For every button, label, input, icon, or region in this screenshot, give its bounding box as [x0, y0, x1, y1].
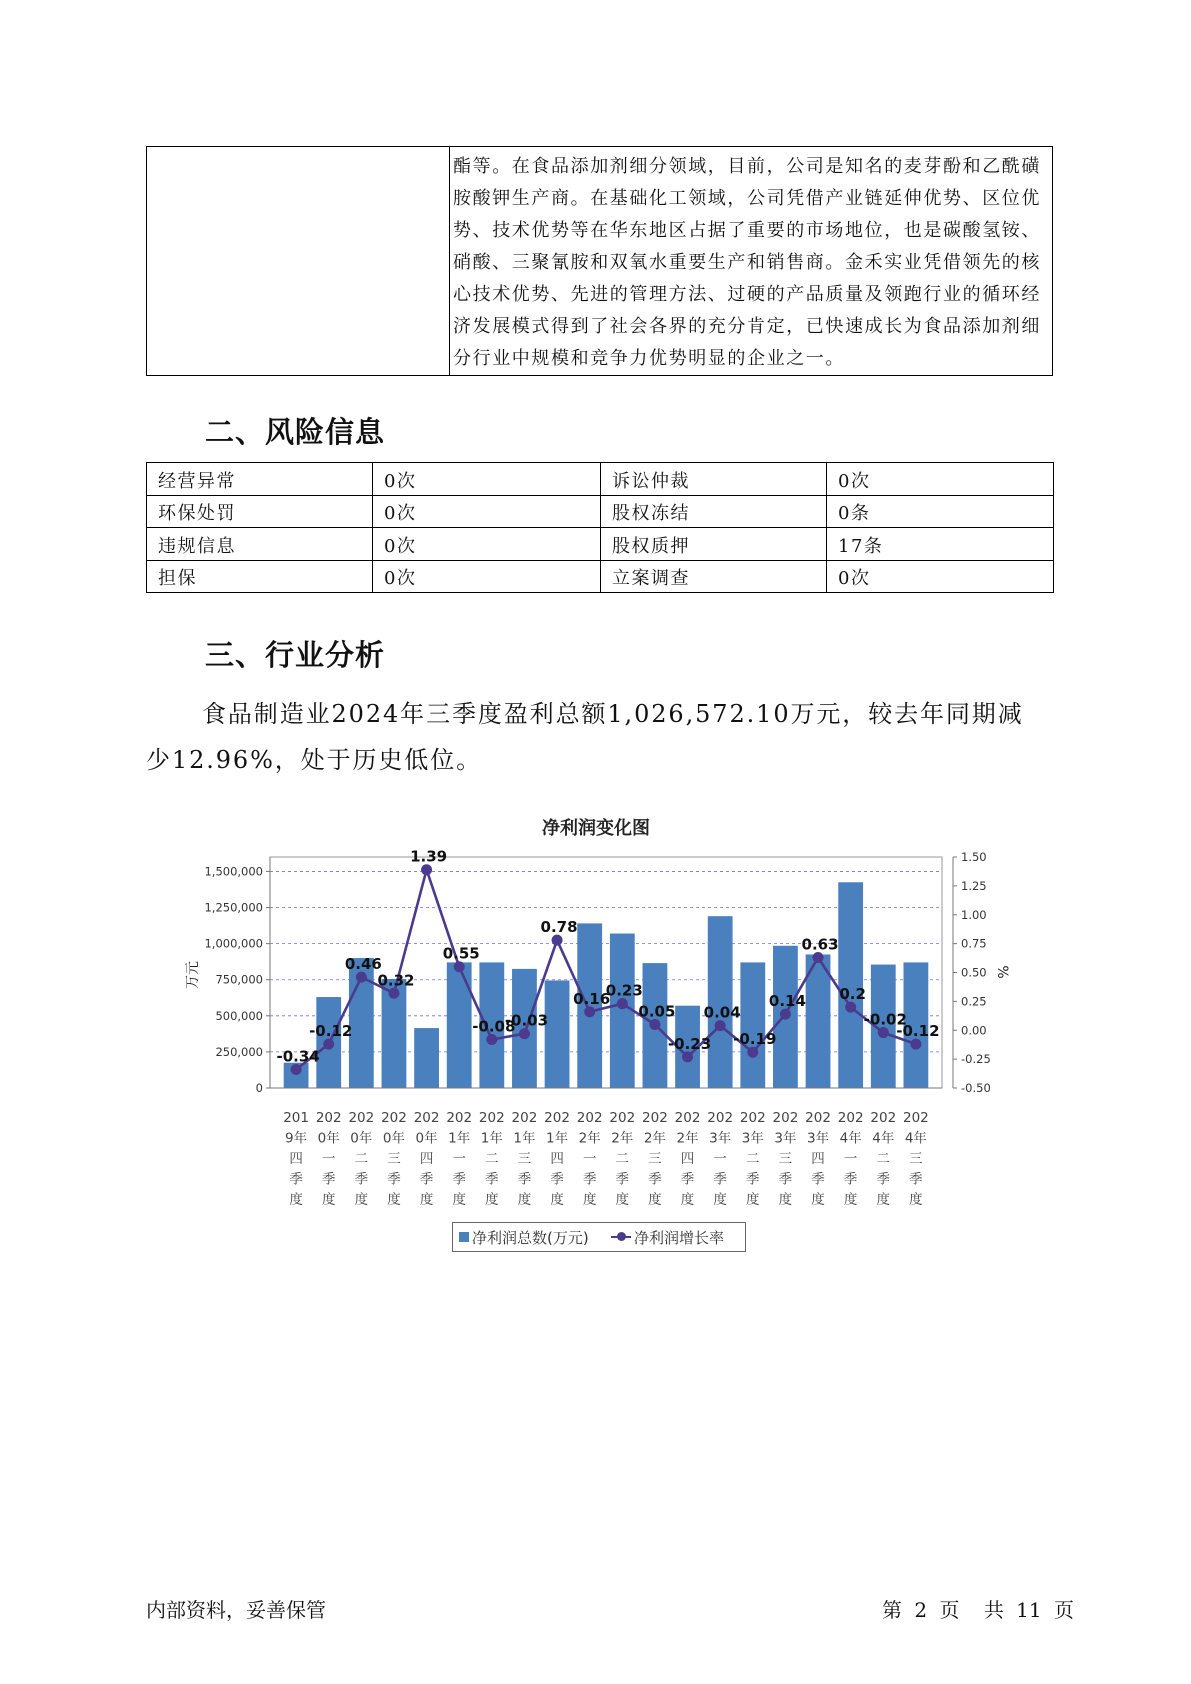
category-label-part: 二 — [485, 1151, 499, 1167]
category-label-part: 3年 — [774, 1130, 797, 1147]
category-label-part: 1年 — [480, 1130, 503, 1147]
category-label-part: 202 — [544, 1110, 570, 1126]
right-axis-ticks — [953, 850, 991, 1095]
category-label-part: 一 — [713, 1151, 727, 1167]
category-label — [348, 1110, 374, 1208]
category-label-part: 二 — [615, 1151, 630, 1167]
intro-line: 心技术优势、先进的管理方法、过硬的产品质量及领跑行业的循环经 — [453, 284, 1041, 305]
right-tick-label: 1.50 — [961, 850, 987, 864]
data-label: -0.02 — [863, 1010, 907, 1029]
risk-value: 0条 — [827, 495, 1054, 528]
category-label-part: 2年 — [643, 1130, 666, 1147]
category-label-part: 度 — [354, 1192, 369, 1208]
intro-line: 酯等。在食品添加剂细分领域，目前，公司是知名的麦芽酚和乙酰磺 — [453, 156, 1041, 177]
right-tick-label: 0.75 — [961, 936, 987, 951]
data-label: 0.04 — [703, 1003, 741, 1022]
data-label: -0.23 — [667, 1034, 712, 1053]
bar — [414, 1028, 439, 1088]
left-tick-label: 0 — [255, 1081, 263, 1095]
category-label-part: 季 — [485, 1171, 499, 1188]
category-label-part: 一 — [321, 1151, 336, 1167]
category-label-part: 三 — [648, 1151, 662, 1167]
category-label — [903, 1110, 929, 1208]
bar-legend-swatch — [459, 1232, 469, 1242]
category-label-part: 季 — [354, 1171, 369, 1188]
category-label-part: 0年 — [350, 1130, 373, 1147]
intro-line: 分行业中规模和竞争力优势明显的企业之一。 — [453, 348, 845, 369]
category-label-part: 2年 — [611, 1130, 634, 1147]
category-label — [740, 1110, 766, 1208]
line-point — [845, 1002, 856, 1013]
right-tick-label: 0.50 — [961, 965, 987, 980]
left-tick-label: 1,500,000 — [204, 864, 263, 879]
category-label-part: 季 — [876, 1171, 891, 1188]
category-label-part: 一 — [452, 1151, 466, 1167]
intro-line: 势、技术优势等在华东地区占据了重要的市场地位，也是碳酸氢铵、 — [453, 220, 1041, 241]
category-label-part: 度 — [843, 1192, 858, 1208]
data-label: 0.16 — [573, 989, 611, 1008]
data-label: -0.03 — [504, 1011, 549, 1030]
category-label-part: 季 — [582, 1171, 597, 1188]
category-label-part: 季 — [713, 1171, 727, 1188]
category-label-part: 四 — [680, 1151, 695, 1167]
category-label-part: 202 — [674, 1110, 701, 1126]
category-label-part: 202 — [609, 1110, 636, 1126]
line-point — [649, 1019, 660, 1030]
category-label — [838, 1110, 864, 1208]
category-label — [446, 1110, 472, 1208]
risk-value: 0次 — [827, 463, 1054, 496]
category-label — [544, 1110, 570, 1208]
category-label-part: 1年 — [546, 1130, 569, 1147]
line-point — [552, 935, 563, 946]
category-label — [512, 1110, 538, 1208]
category-label-part: 4年 — [872, 1130, 895, 1147]
category-label-part: 0年 — [317, 1130, 340, 1147]
data-label: 0.78 — [540, 918, 578, 937]
left-axis-ticks — [204, 864, 270, 1095]
bar — [545, 980, 570, 1088]
category-label-part: 度 — [680, 1192, 695, 1208]
category-label-part: 度 — [517, 1192, 532, 1208]
category-label — [381, 1110, 407, 1208]
category-label-part: 202 — [576, 1110, 603, 1126]
bar — [708, 916, 733, 1088]
risk-value: 0次 — [373, 463, 601, 496]
data-label: 0.63 — [801, 935, 839, 954]
line-point — [584, 1006, 595, 1017]
category-label-part: 1年 — [513, 1130, 536, 1147]
category-label-part: 度 — [289, 1192, 303, 1208]
category-label-part: 度 — [876, 1192, 891, 1208]
category-label — [414, 1110, 440, 1208]
line-point — [486, 1034, 497, 1045]
category-label-part: 三 — [387, 1151, 401, 1167]
line-point — [356, 972, 367, 983]
left-tick-label: 1,000,000 — [204, 936, 263, 951]
category-label-part: 202 — [413, 1110, 440, 1126]
category-label-part: 4年 — [904, 1130, 927, 1147]
category-label — [283, 1110, 309, 1208]
line-point — [291, 1064, 302, 1075]
category-label-part: 季 — [550, 1171, 564, 1188]
risk-label: 经营异常 — [147, 463, 373, 496]
category-label-part: 一 — [843, 1151, 858, 1167]
bar — [447, 962, 472, 1088]
category-label-part: 度 — [648, 1192, 662, 1208]
intro-line: 硝酸、三聚氰胺和双氧水重要生产和销售商。金禾实业凭借领先的核 — [453, 252, 1041, 273]
industry-paragraph-line: 少12.96%，处于历史低位。 — [146, 746, 483, 774]
data-label: -0.12 — [896, 1022, 940, 1041]
intro-line: 济发展模式得到了社会各界的充分肯定，已快速成长为食品添加剂细 — [453, 316, 1041, 337]
total-label: 共 — [983, 1598, 1004, 1622]
category-label-part: 一 — [582, 1151, 597, 1167]
category-label-part: 季 — [321, 1171, 336, 1188]
category-label-part: 度 — [909, 1192, 923, 1208]
chart-title: 净利润变化图 — [542, 818, 650, 839]
right-tick-label: -0.25 — [961, 1052, 991, 1067]
category-label-part: 度 — [615, 1192, 630, 1208]
data-label: 0.2 — [839, 985, 866, 1004]
category-label-part: 202 — [315, 1110, 342, 1126]
category-label-part: 季 — [615, 1171, 630, 1188]
category-label-part: 202 — [511, 1110, 538, 1126]
category-label-part: 二 — [354, 1151, 369, 1167]
category-label-part: 202 — [446, 1110, 473, 1126]
category-label-part: 9年 — [285, 1130, 308, 1147]
category-label-part: 季 — [452, 1171, 466, 1188]
category-label — [577, 1110, 603, 1208]
category-label-part: 四 — [289, 1151, 303, 1167]
category-label-part: 季 — [517, 1171, 532, 1188]
right-tick-label: -0.50 — [961, 1081, 991, 1095]
category-label-part: 202 — [772, 1110, 799, 1126]
left-axis-label: 万元 — [185, 961, 201, 989]
category-label-part: 季 — [909, 1171, 923, 1188]
line-point — [813, 952, 824, 963]
risk-value: 0次 — [373, 560, 601, 593]
category-label — [707, 1110, 733, 1208]
category-label-part: 度 — [419, 1192, 434, 1208]
category-label-part: 四 — [419, 1151, 434, 1167]
category-label — [870, 1110, 896, 1208]
intro-line: 胺酸钾生产商。在基础化工领域，公司凭借产业链延伸优势、区位优 — [453, 188, 1041, 209]
risk-value: 0次 — [373, 528, 601, 561]
category-label-part: 三 — [909, 1151, 923, 1167]
category-label-part: 202 — [739, 1110, 766, 1126]
x-axis-categories — [283, 1110, 929, 1208]
left-tick-label: 1,250,000 — [204, 900, 263, 915]
category-label-part: 季 — [419, 1171, 434, 1188]
category-label — [609, 1110, 635, 1208]
category-label-part: 季 — [811, 1171, 825, 1188]
risk-value: 0次 — [373, 495, 601, 528]
category-label-part: 1年 — [448, 1130, 471, 1147]
risk-label: 股权冻结 — [601, 495, 827, 528]
risk-label: 违规信息 — [147, 528, 373, 561]
left-tick-label: 250,000 — [215, 1044, 263, 1059]
line-legend-marker — [617, 1232, 626, 1241]
category-label-part: 3年 — [709, 1130, 732, 1147]
category-label-part: 四 — [550, 1151, 564, 1167]
line-point — [878, 1027, 889, 1038]
risk-label: 立案调查 — [601, 560, 827, 593]
category-label-part: 3年 — [741, 1130, 764, 1147]
line-point — [421, 864, 432, 875]
line-point — [715, 1020, 726, 1031]
chart-legend — [452, 1222, 746, 1252]
right-tick-label: 1.25 — [961, 878, 987, 893]
legend-entry-bar: 净利润总数(万元) — [472, 1229, 589, 1247]
category-label-part: 度 — [811, 1192, 825, 1208]
category-label-part: 度 — [485, 1192, 499, 1208]
footer-confidential: 内部资料，妥善保管 — [146, 1598, 326, 1622]
category-label — [675, 1110, 701, 1208]
line-point — [747, 1047, 758, 1058]
page-label: 页 — [939, 1598, 960, 1622]
category-label-part: 3年 — [806, 1130, 830, 1147]
data-label: -0.34 — [276, 1047, 320, 1066]
risk-value: 0次 — [827, 560, 1054, 593]
right-tick-label: 0.00 — [961, 1023, 987, 1038]
category-label-part: 季 — [387, 1171, 401, 1188]
category-label-part: 202 — [478, 1110, 505, 1126]
category-label-part: 202 — [642, 1110, 668, 1126]
category-label-part: 4年 — [839, 1130, 862, 1147]
data-label: -0.08 — [472, 1017, 516, 1036]
total-pages: 11 — [1016, 1598, 1042, 1622]
data-label: -0.12 — [309, 1022, 353, 1041]
category-label-part: 四 — [811, 1151, 825, 1167]
right-tick-label: 0.25 — [961, 994, 987, 1009]
category-label-part: 季 — [648, 1171, 662, 1188]
category-label-part: 度 — [550, 1192, 564, 1208]
page-number: 2 — [914, 1598, 928, 1622]
line-point — [388, 988, 399, 999]
right-axis-label: % — [994, 965, 1010, 979]
category-label-part: 0年 — [415, 1130, 438, 1147]
category-label-part: 季 — [289, 1171, 303, 1188]
category-label — [642, 1110, 668, 1208]
category-label-part: 度 — [387, 1192, 401, 1208]
category-label — [479, 1110, 505, 1208]
category-label-part: 202 — [381, 1110, 407, 1126]
category-label-part: 度 — [746, 1192, 760, 1208]
category-label-part: 202 — [903, 1110, 929, 1126]
category-label-part: 0年 — [382, 1130, 406, 1147]
left-tick-label: 500,000 — [215, 1008, 263, 1023]
page-label: 第 — [882, 1598, 902, 1622]
category-label-part: 季 — [746, 1171, 760, 1188]
footer-pagination — [882, 1594, 1074, 1623]
category-label — [805, 1110, 831, 1208]
category-label — [316, 1110, 342, 1208]
category-label-part: 二 — [746, 1151, 760, 1167]
category-label-part: 2年 — [578, 1130, 601, 1147]
risk-label: 环保处罚 — [147, 495, 373, 528]
category-label-part: 2年 — [676, 1130, 699, 1147]
line-point — [323, 1039, 334, 1050]
category-label-part: 202 — [870, 1110, 897, 1126]
data-label: 0.23 — [605, 981, 643, 1000]
industry-section-heading: 三、行业分析 — [205, 638, 386, 672]
bar — [740, 962, 765, 1088]
category-label-part: 度 — [321, 1192, 336, 1208]
risk-value: 17条 — [827, 528, 1054, 561]
category-label-part: 三 — [517, 1151, 532, 1167]
industry-paragraph-line: 食品制造业2024年三季度盈利总额1,026,572.10万元，较去年同期减 — [202, 700, 1024, 728]
risk-section-heading: 二、风险信息 — [205, 415, 386, 449]
left-tick-label: 750,000 — [215, 972, 263, 987]
category-label-part: 202 — [348, 1110, 375, 1126]
data-label: 0.46 — [344, 955, 382, 974]
category-label-part: 季 — [843, 1171, 858, 1188]
line-point — [454, 961, 465, 972]
category-label-part: 度 — [582, 1192, 597, 1208]
category-label-part: 202 — [837, 1110, 864, 1126]
category-label-part: 度 — [713, 1192, 727, 1208]
line-point — [780, 1009, 791, 1020]
category-label-part: 季 — [680, 1171, 695, 1188]
data-label: 0.14 — [768, 992, 806, 1011]
data-label: 0.05 — [638, 1002, 676, 1021]
data-label: -0.19 — [733, 1030, 777, 1049]
data-label: 0.32 — [377, 971, 415, 990]
legend-entry-line: 净利润增长率 — [634, 1229, 725, 1247]
bar — [610, 934, 635, 1088]
line-point — [910, 1039, 921, 1050]
risk-label: 股权质押 — [601, 528, 827, 561]
right-tick-label: 1.00 — [961, 907, 987, 922]
line-point — [617, 998, 628, 1009]
risk-label: 担保 — [147, 560, 373, 593]
category-label-part: 度 — [452, 1192, 466, 1208]
category-label-part: 201 — [283, 1110, 309, 1126]
category-label-part: 三 — [778, 1151, 793, 1167]
category-label-part: 度 — [778, 1192, 793, 1208]
category-label-part: 季 — [778, 1171, 793, 1188]
category-label-part: 202 — [805, 1110, 831, 1126]
line-point — [519, 1028, 530, 1039]
line-point — [682, 1051, 693, 1062]
total-label: 页 — [1053, 1598, 1074, 1622]
risk-label: 诉讼仲裁 — [601, 463, 827, 496]
category-label — [773, 1110, 799, 1208]
data-label: 0.55 — [442, 944, 480, 963]
category-label-part: 202 — [707, 1110, 734, 1126]
category-label-part: 二 — [876, 1151, 891, 1167]
data-label: 1.39 — [410, 847, 448, 866]
